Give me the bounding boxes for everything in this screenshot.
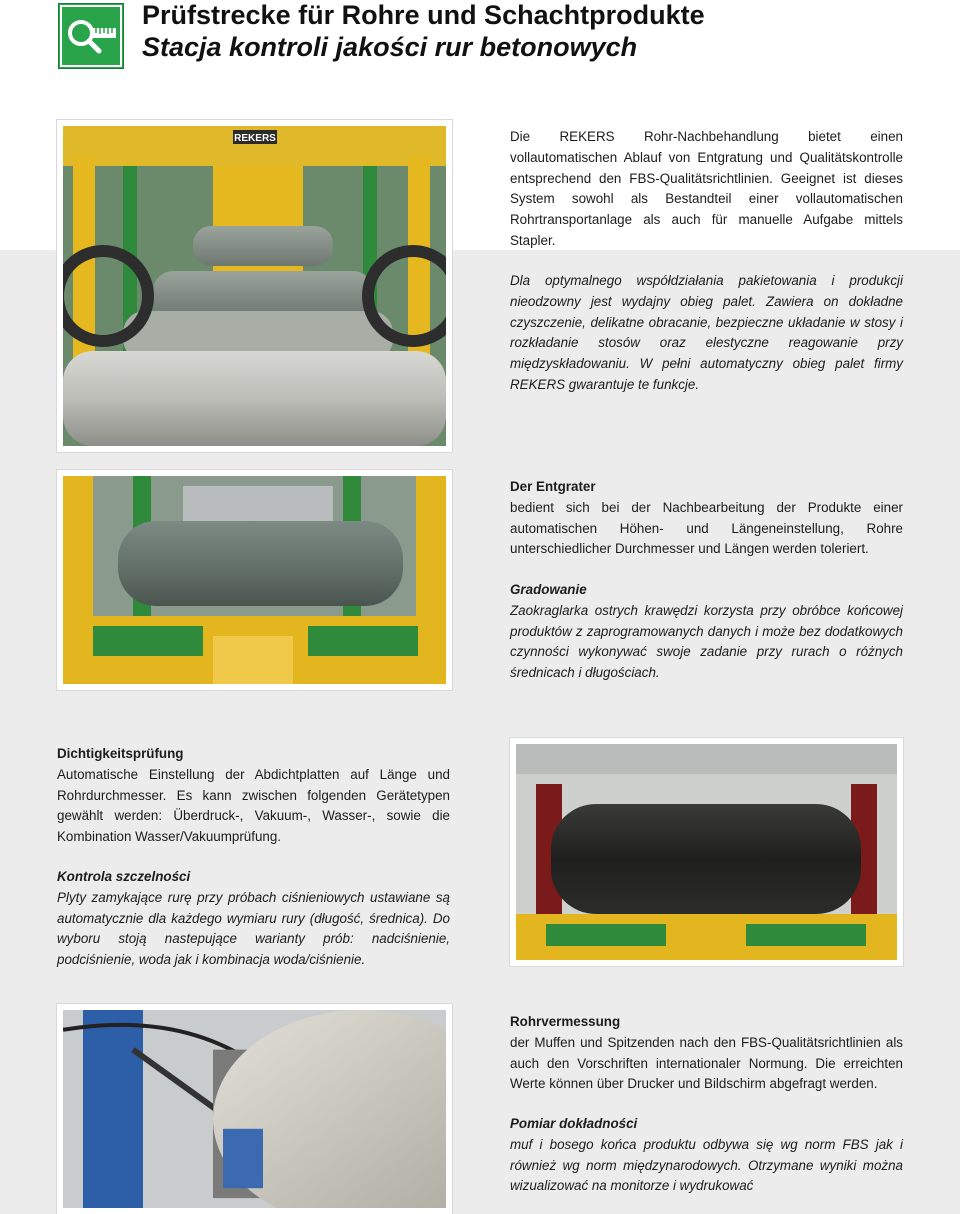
magnifier-ruler-icon (59, 4, 123, 68)
title-polish: Stacja kontroli jakości rur betonowych (142, 32, 638, 62)
dicht-section (57, 744, 450, 848)
photo-leak-test (510, 738, 903, 966)
rohr-heading: Rohrvermessung (510, 1014, 621, 1029)
photo-deburrer (57, 470, 452, 690)
gradowanie-section (510, 580, 903, 684)
kontrola-body: Plyty zamykające rurę przy próbach ciśnieniowych ustawiane są automatycznie dla każdego wymiaru rury (długość, średnica). Do wyboru stoją nastepujące warianty prób: nadciśnienie, podciśnienie, woda jak i kombinacja woda/ciśnienie. (57, 889, 450, 968)
dicht-body: Automatische Einstellung der Abdichtplatten auf Länge und Rohrdurchmesser. Es kann zwischen folgenden Gerätetypen gewählt werden: Überdruck-, Vakuum-, Wasser-, sowie die Kombination Wasser/Vakuumprüfung. (57, 766, 450, 845)
gradowanie-heading: Gradowanie (510, 582, 587, 597)
pomiar-body: muf i bosego końca produktu odbywa się wg norm FBS jak i również wg norm międzynarodowych. Otrzymane wyniki można wizualizować na monitorze i wydrukować (510, 1136, 903, 1194)
title-german: Prüfstrecke für Rohre und Schachtprodukte (142, 0, 705, 30)
rohr-section (510, 1012, 903, 1095)
photo-measurement (57, 1004, 452, 1214)
pomiar-section (510, 1114, 903, 1197)
logo (58, 3, 124, 69)
entgrater-section (510, 477, 903, 560)
dicht-heading: Dichtigkeitsprüfung (57, 746, 184, 761)
intro-german: Die REKERS Rohr-Nachbehandlung bietet einen vollautomatischen Ablauf von Entgratung und Qualitätskontrolle entsprechend den FBS-Qualitätsrichtlinien. Geeignet ist dieses System sowohl als Bestandteil einer vollautomatischen Rohrtransportanlage als auch für manuelle Aufgabe mittels Stapler. (510, 129, 903, 248)
pomiar-heading: Pomiar dokładności (510, 1116, 638, 1131)
kontrola-heading: Kontrola szczelności (57, 869, 191, 884)
intro-polish: Dla optymalnego współdziałania pakietowania i produkcji nieodzowny jest wydajny obieg palet. Zawiera on dokładne czyszczenie, delikatne obracanie, bezpieczne układanie w stosy i rozkładanie stosów oraz elestyczne reagowanie przy międzyskładowaniu. W pełni automatyczny obieg palet firmy REKERS gwarantuje te funkcje. (510, 273, 903, 392)
page-title (142, 0, 705, 64)
entgrater-body: bedient sich bei der Nachbearbeitung der Produkte einer automatischen Höhen- und Längeneinstellung, Rohre unterschiedlicher Durchmesser und Längen werden toleriert. (510, 499, 903, 557)
entgrater-heading: Der Entgrater (510, 479, 596, 494)
rekers-sign: REKERS (234, 133, 276, 144)
gradowanie-body: Zaokraglarka ostrych krawędzi korzysta przy obróbce końcowej produktów z zaprogramowanych danych i może bez dodatkowych czynności wykonywać swoje zadanie przy rurach o różnych średnicach i długościach. (510, 602, 903, 681)
photo-pipe-line (57, 120, 452, 452)
kontrola-section (57, 867, 450, 971)
rohr-body: der Muffen und Spitzenden nach den FBS-Qualitätsrichtlinien als auch den Vorschriften internationaler Normung. Die erreichten Werte können über Drucker und Bildschirm abgefragt werden. (510, 1034, 903, 1092)
